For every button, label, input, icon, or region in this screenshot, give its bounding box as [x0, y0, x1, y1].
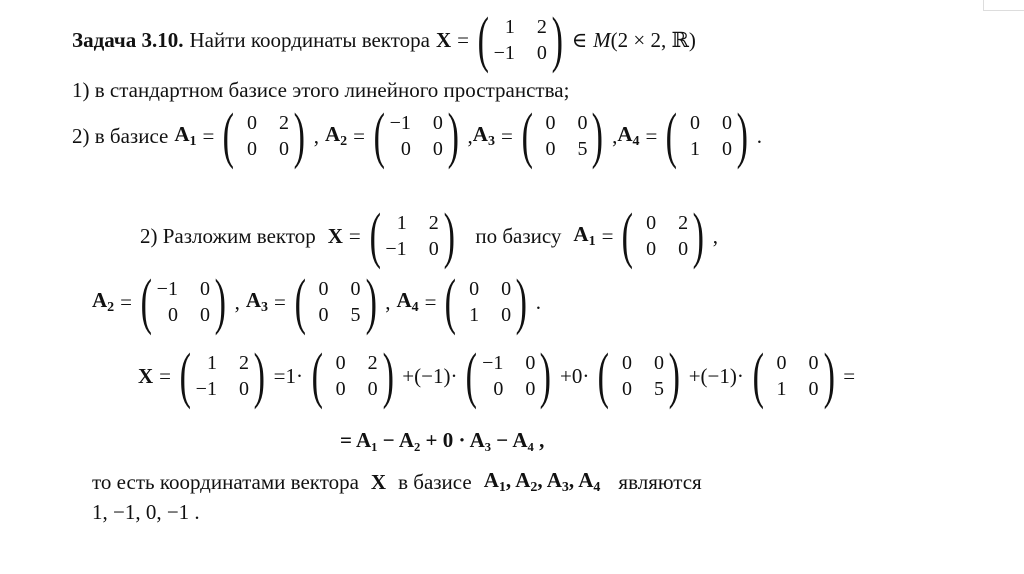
coeff-2: (−1): [414, 363, 451, 388]
matrix-entry: −1: [385, 238, 407, 260]
matrix-entry: 0: [501, 304, 512, 326]
matrix-entries: [638, 211, 688, 261]
left-paren: (: [666, 102, 678, 170]
matrix-entry: −1: [195, 378, 217, 400]
matrix-entry: 1: [776, 378, 787, 400]
matrix-entry: 0: [577, 112, 588, 134]
equals-sign: =: [457, 27, 469, 52]
expansion-equation: X = ( 1 2 −1 0 ) = 1 · ( 0 2 0 0 ) + (−1) · ( −1 0 0 0 ) + 0 · ( 0 0 0 5 ) + (−1) · ( 0 0 1 0 ) =: [138, 342, 856, 410]
item-standard-basis: 1) в стандартном базисе этого линейного пространства;: [72, 78, 570, 102]
matrix-entry: 0: [808, 378, 819, 400]
matrix-entry: 0: [545, 112, 556, 134]
item2-prefix: 2) в базисе: [72, 123, 169, 148]
matrix-entry: 2: [678, 212, 689, 234]
matrix-A1: [218, 102, 309, 170]
right-paren: ): [736, 102, 749, 170]
matrix-A4-2: [440, 268, 531, 336]
matrix-entry: −1: [389, 112, 411, 134]
left-paren: (: [369, 202, 381, 270]
element-of-symbol: ∈: [571, 27, 588, 52]
right-paren: ): [443, 202, 455, 270]
matrix-entry: 2: [428, 212, 439, 234]
basis-A1-label-2: $A_1$: [573, 222, 596, 249]
basis-list-inline: $A_1$, $A_2$, $A_3$, $A_4$: [483, 468, 601, 495]
matrix-entry: 0: [545, 138, 556, 160]
matrix-A2-3: [461, 342, 556, 410]
matrix-entry: 1: [206, 352, 217, 374]
matrix-entry: 5: [577, 138, 588, 160]
matrix-A1-2: [617, 202, 708, 270]
right-paren: ): [551, 6, 563, 74]
matrix-A3-2: [290, 268, 381, 336]
matrix-entries: [385, 211, 438, 261]
matrix-entry: 0: [678, 238, 689, 260]
right-paren: ): [214, 268, 226, 336]
matrix-entries: [461, 277, 511, 327]
matrix-entry: 2: [367, 352, 378, 374]
coeff-1: 1: [285, 363, 296, 388]
matrix-A2: [369, 102, 464, 170]
matrix-entry: 0: [167, 304, 178, 326]
matrix-entry: 0: [199, 304, 210, 326]
matrix-entries: [328, 351, 378, 401]
left-paren: (: [477, 6, 489, 74]
matrix-entry: 0: [318, 304, 329, 326]
left-paren: (: [752, 342, 764, 410]
matrix-entry: 0: [247, 138, 258, 160]
right-paren: ): [540, 342, 552, 410]
by-basis-text: по базису: [475, 223, 562, 248]
matrix-entry: 0: [279, 138, 290, 160]
right-paren: ): [447, 102, 459, 170]
matrix-entries: [769, 351, 819, 401]
right-paren: ): [293, 102, 306, 170]
slide-corner-mark: [983, 0, 1024, 11]
vector-x-3: X: [138, 363, 154, 388]
matrix-A1-3: [307, 342, 398, 410]
conclusion-text: то есть координатами вектора: [92, 469, 359, 494]
matrix-entry: 0: [428, 238, 439, 260]
matrix-entries: [390, 111, 443, 161]
matrix-entry: 0: [690, 112, 701, 134]
matrix-entry: 0: [335, 352, 346, 374]
task-statement: [72, 6, 696, 74]
coeff-4: (−1): [700, 363, 737, 388]
matrix-entry: 0: [367, 378, 378, 400]
right-paren: ): [592, 102, 604, 170]
matrix-entry: 0: [776, 352, 787, 374]
matrix-A2-2: [136, 268, 231, 336]
matrix-x-3: [175, 342, 270, 410]
matrix-entry: 0: [646, 212, 657, 234]
right-paren: ): [668, 342, 681, 410]
left-paren: (: [521, 102, 533, 170]
matrix-entries: [196, 351, 249, 401]
basis-A1-label: $A_1$: [174, 122, 197, 149]
matrix-x-2: [365, 202, 460, 270]
matrix-entry: 0: [525, 352, 536, 374]
matrix-entry: 5: [654, 378, 665, 400]
left-paren: (: [445, 268, 457, 336]
matrix-entries: [537, 111, 587, 161]
matrix-entry: 0: [622, 352, 633, 374]
matrix-A4-3: [748, 342, 839, 410]
basis-A2-label: $A_2$: [324, 122, 348, 149]
task-text: Найти координаты вектора: [189, 27, 430, 52]
right-paren: ): [823, 342, 835, 410]
right-paren: ): [382, 342, 394, 410]
matrix-entry: 2: [238, 352, 249, 374]
matrix-x: [473, 6, 568, 74]
left-paren: (: [373, 102, 385, 170]
matrix-entry: 1: [690, 138, 701, 160]
matrix-entries: [239, 111, 289, 161]
matrix-entry: 2: [279, 112, 290, 134]
basis-A2-label-2: $A_2$: [92, 288, 115, 315]
matrix-entry: −1: [482, 352, 504, 374]
conclusion-line: [92, 468, 702, 496]
basis-A3-label-2: $A_3$: [245, 288, 269, 315]
matrix-entry: 0: [318, 278, 329, 300]
result-line: = A₁ − A₂ + 0 · A₃ − A₄ ,: [340, 428, 545, 452]
matrix-entry: 0: [536, 42, 547, 64]
matrix-entry: 0: [432, 112, 443, 134]
matrix-entry: 0: [199, 278, 210, 300]
matrix-entries: [614, 351, 664, 401]
matrix-entry: 0: [722, 112, 733, 134]
vector-x-4: X: [370, 469, 387, 494]
basis-A4-label-2: $A_4$: [396, 288, 419, 315]
in-basis-text: в базисе: [398, 469, 472, 494]
basis-A4-label: $A_4$: [617, 122, 640, 149]
coordinates-result: 1, −1, 0, −1 .: [92, 500, 200, 524]
coeff-3: 0: [571, 363, 583, 388]
space-symbol: M: [593, 27, 611, 52]
matrix-entry: 0: [501, 278, 512, 300]
matrix-A3: [517, 102, 608, 170]
left-paren: (: [294, 268, 306, 336]
matrix-entry: 0: [808, 352, 819, 374]
matrix-entry: 5: [350, 304, 361, 326]
matrix-entry: 0: [432, 138, 443, 160]
matrix-entry: 0: [493, 378, 504, 400]
matrix-entry: 0: [350, 278, 361, 300]
matrix-entries: [494, 15, 547, 65]
matrix-entries: [482, 351, 535, 401]
item-given-basis: 2) в базисе $A_1$ = ( 0 2 0 0 ) , $A_2$ = ( −1 0 0 0 ) , $A_3$ = ( 0 0 0 5 ) , $A_4$ = ( 0 0 1 0 ) .: [72, 102, 762, 170]
matrix-entry: 1: [504, 16, 515, 38]
vector-x: X: [435, 27, 452, 52]
matrix-entry: 0: [622, 378, 633, 400]
space-args: (2 × 2, ℝ): [610, 27, 696, 52]
solution-intro-text: 2) Разложим вектор: [140, 223, 316, 248]
matrix-entry: 1: [396, 212, 407, 234]
matrix-entry: 2: [536, 16, 547, 38]
matrix-entries: [157, 277, 210, 327]
matrix-entry: 0: [469, 278, 480, 300]
are-text: являются: [618, 469, 702, 494]
matrix-A4: [661, 102, 752, 170]
left-paren: (: [598, 342, 610, 410]
matrix-entry: −1: [156, 278, 178, 300]
matrix-entry: 0: [238, 378, 249, 400]
left-paren: (: [179, 342, 192, 410]
left-paren: (: [311, 342, 323, 410]
basis-A3-label: $A_3$: [472, 122, 495, 149]
task-label: Задача 3.10.: [72, 27, 184, 52]
basis-list-2: $A_2$ = ( −1 0 0 0 ) , $A_3$ = ( 0 0 0 5 ) , $A_4$ = ( 0 0 1 0 ) .: [92, 268, 542, 336]
matrix-entry: 0: [722, 138, 733, 160]
right-paren: ): [515, 268, 528, 336]
matrix-entries: [311, 277, 361, 327]
right-paren: ): [365, 268, 377, 336]
solution-intro: 2) Разложим вектор X = ( 1 2 −1 0 ) по базису $A_1$ = ( 0 2 0 0 ) ,: [140, 202, 718, 270]
left-paren: (: [223, 102, 235, 170]
matrix-entries: [682, 111, 732, 161]
matrix-entry: 1: [469, 304, 480, 326]
left-paren: (: [466, 342, 478, 410]
right-paren: ): [253, 342, 265, 410]
matrix-entry: 0: [400, 138, 411, 160]
matrix-entry: 0: [335, 378, 346, 400]
matrix-A3-3: [593, 342, 684, 410]
matrix-entry: 0: [646, 238, 657, 260]
left-paren: (: [140, 268, 153, 336]
matrix-entry: −1: [493, 42, 515, 64]
matrix-entry: 0: [654, 352, 665, 374]
right-paren: ): [692, 202, 705, 270]
left-paren: (: [622, 202, 634, 270]
matrix-entry: 0: [247, 112, 258, 134]
vector-x-2: X: [327, 223, 343, 248]
matrix-entry: 0: [525, 378, 536, 400]
